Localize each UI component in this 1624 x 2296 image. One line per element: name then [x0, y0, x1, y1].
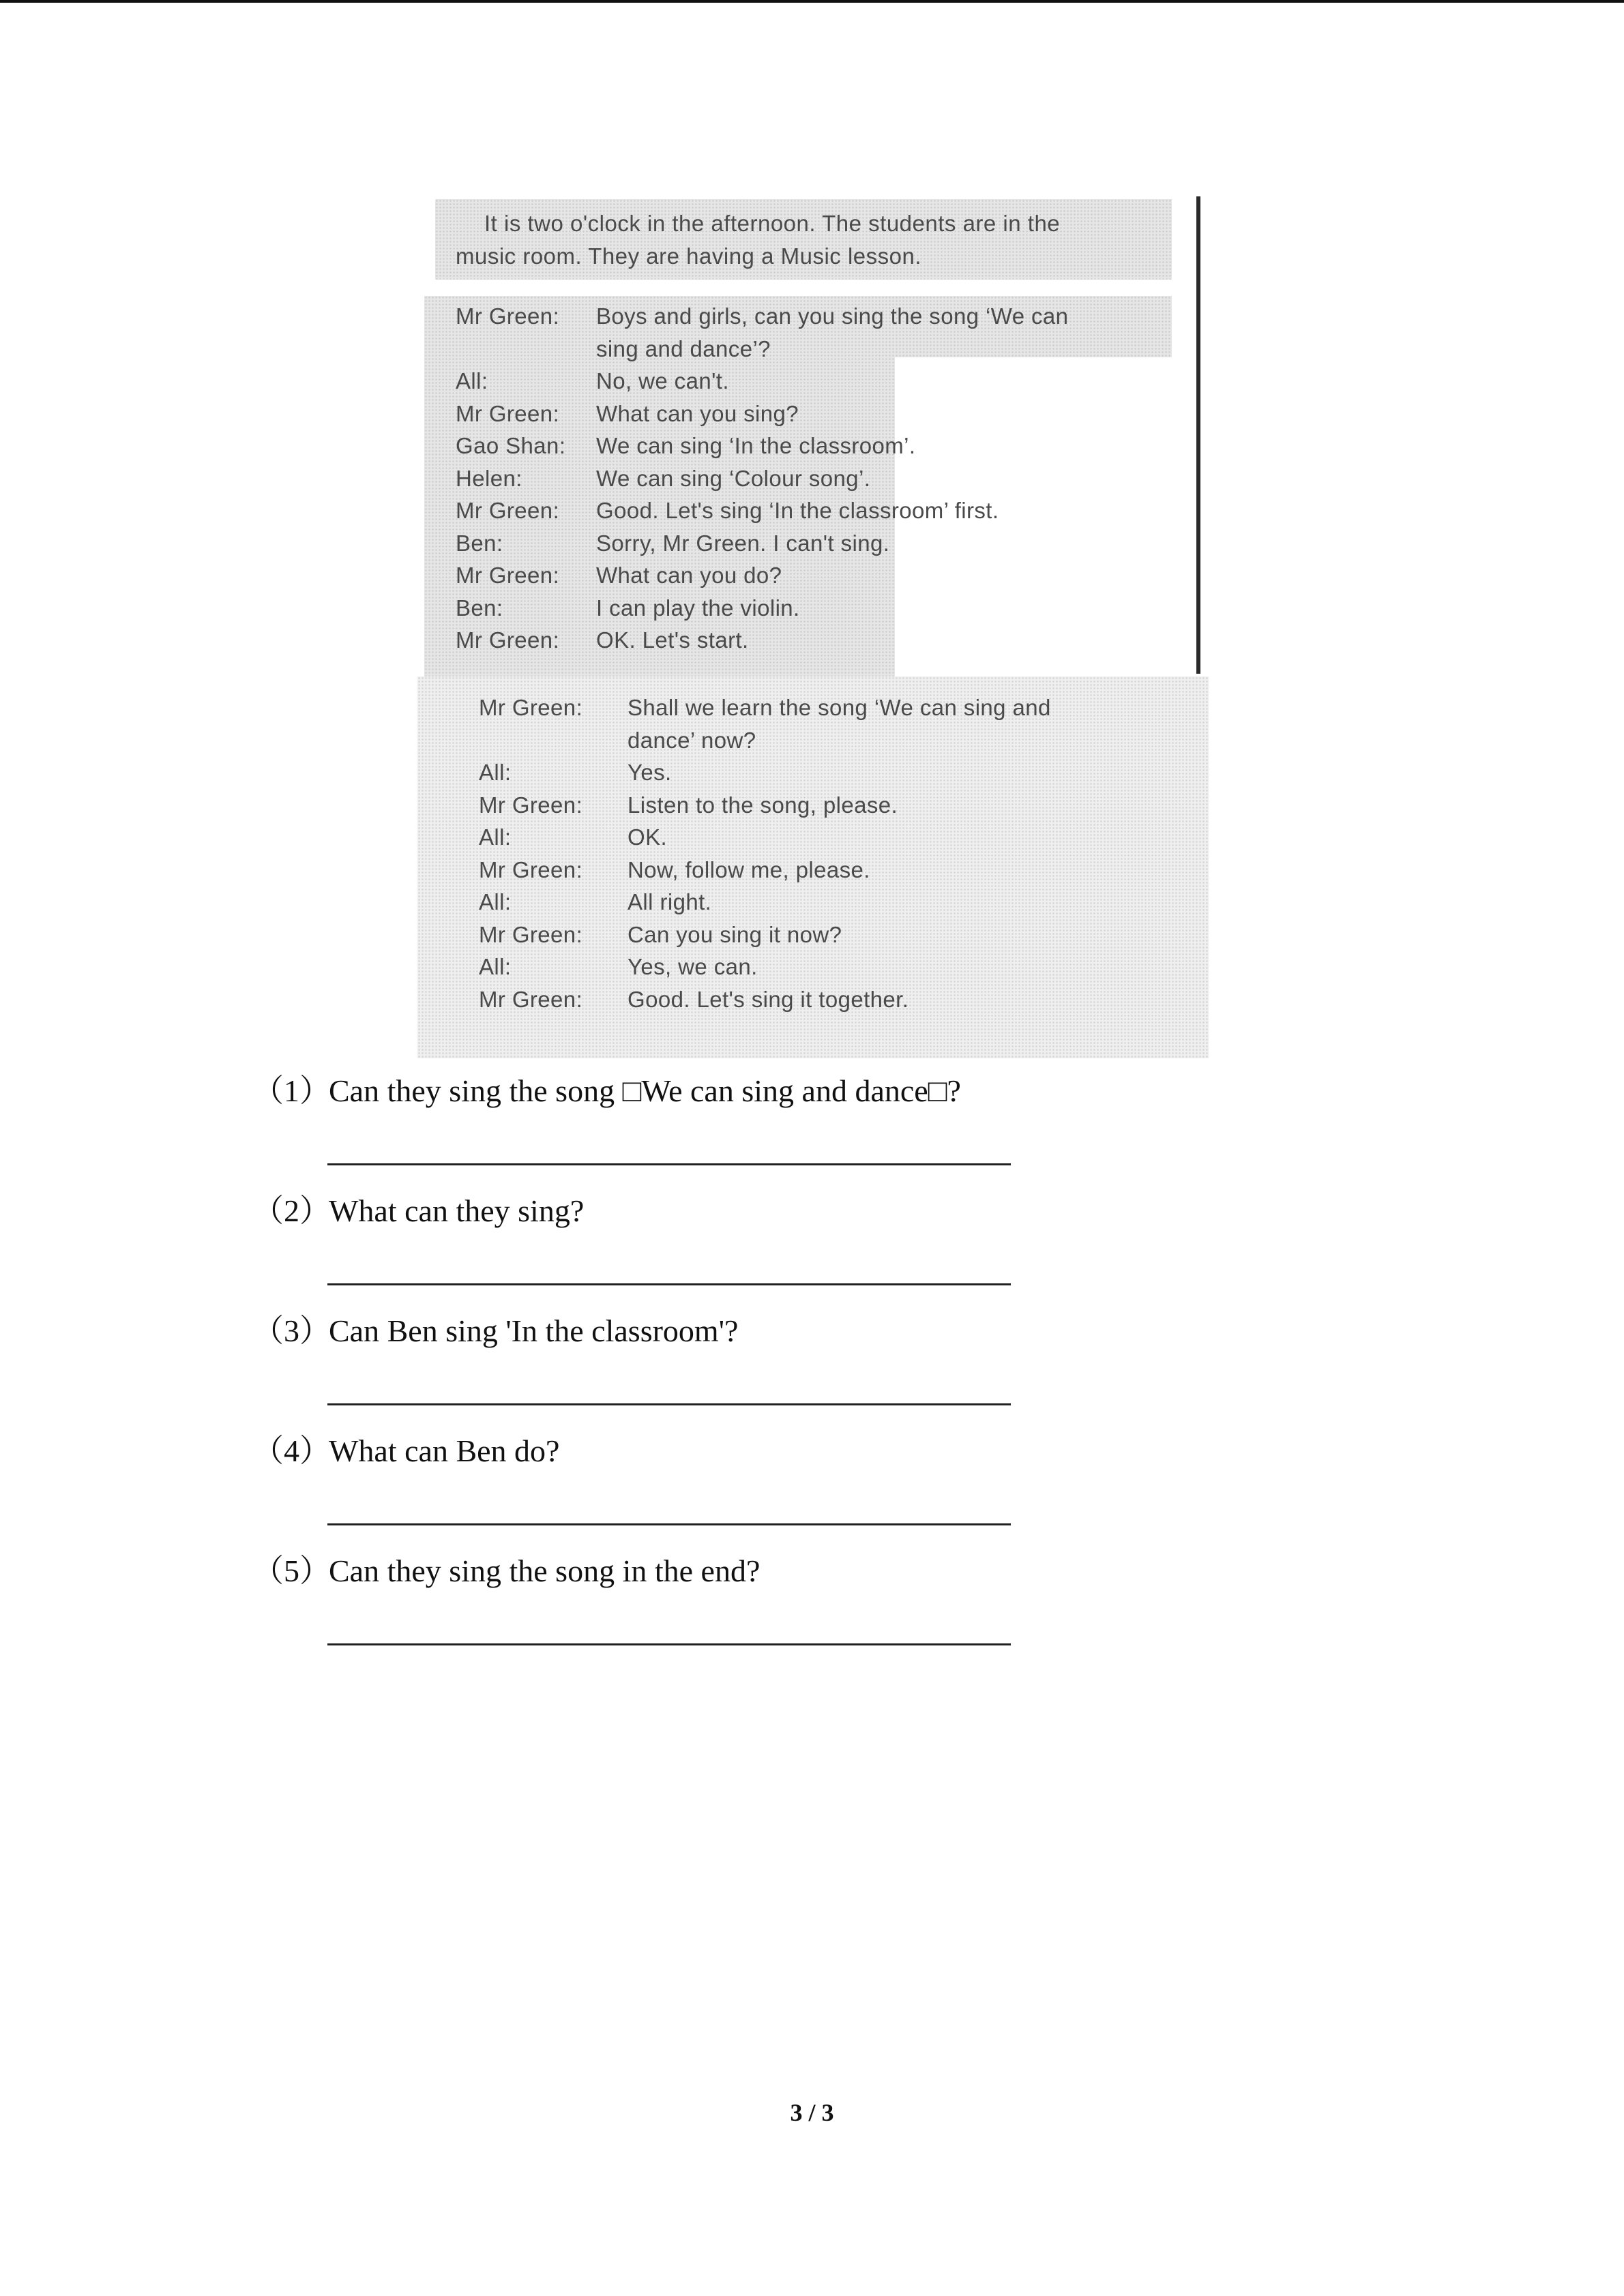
speaker-name: All: — [479, 824, 512, 850]
question-item — [252, 1431, 1344, 1551]
dialogue-part-2 — [479, 691, 1202, 1015]
speaker-name: Ben: — [456, 595, 503, 621]
dialogue-row — [479, 983, 1202, 1016]
speaker-name: Mr Green: — [479, 986, 583, 1012]
dialogue-row — [479, 724, 1202, 757]
speaker-line: What can you do? — [596, 563, 782, 588]
dialogue-row — [456, 494, 1179, 527]
speaker-line: No, we can't. — [596, 368, 729, 393]
question-number: （5） — [252, 1553, 331, 1588]
question-text — [252, 1191, 584, 1232]
speaker-name: Mr Green: — [456, 627, 560, 653]
question-prompt: Can they sing the song □We can sing and dance□? — [329, 1073, 961, 1108]
dialogue-row — [456, 592, 1179, 625]
dialogue-row — [456, 398, 1179, 430]
speaker-name: Mr Green: — [456, 498, 560, 523]
dialogue-row — [479, 789, 1202, 822]
question-prompt: What can Ben do? — [329, 1433, 560, 1468]
passage-scan — [417, 194, 1209, 1058]
dialogue-row — [479, 691, 1202, 724]
question-text — [252, 1431, 559, 1472]
dialogue-row — [456, 333, 1179, 366]
speaker-name: Mr Green: — [479, 695, 583, 720]
speaker-line: Boys and girls, can you sing the song ‘We can — [596, 303, 1069, 329]
speaker-line: dance’ now? — [628, 727, 756, 753]
question-number: （2） — [252, 1193, 331, 1228]
speaker-line: sing and dance’? — [596, 336, 771, 361]
speaker-line: We can sing ‘In the classroom’. — [596, 433, 916, 458]
question-item — [252, 1191, 1344, 1311]
question-number: （1） — [252, 1073, 331, 1108]
question-text — [252, 1311, 738, 1352]
question-item — [252, 1071, 1344, 1191]
speaker-line: Good. Let's sing it together. — [628, 986, 909, 1012]
speaker-line: Good. Let's sing ‘In the classroom’ first. — [596, 498, 999, 523]
question-prompt: Can they sing the song in the end? — [329, 1553, 761, 1588]
speaker-name: Mr Green: — [479, 921, 583, 947]
question-list — [252, 1071, 1344, 1671]
speaker-line: OK. — [628, 824, 668, 850]
speaker-name: All: — [479, 954, 512, 979]
speaker-name: All: — [456, 368, 488, 393]
speaker-name: Mr Green: — [456, 563, 560, 588]
question-text — [252, 1551, 760, 1592]
question-text — [252, 1071, 961, 1112]
question-prompt: What can they sing? — [329, 1193, 585, 1228]
dialogue-row — [479, 756, 1202, 789]
speaker-name — [456, 333, 596, 366]
speaker-name: Mr Green: — [479, 792, 583, 818]
speaker-line: Shall we learn the song ‘We can sing and — [628, 695, 1051, 720]
question-item — [252, 1551, 1344, 1671]
dialogue-row — [479, 821, 1202, 854]
intro-paragraph — [456, 207, 1158, 273]
speaker-line: What can you sing? — [596, 400, 799, 426]
speaker-line: All right. — [628, 889, 712, 914]
answer-blank-line[interactable] — [327, 1163, 1011, 1165]
dialogue-row — [456, 430, 1179, 462]
question-number: （3） — [252, 1313, 331, 1348]
speaker-line: Now, follow me, please. — [628, 856, 870, 882]
answer-blank-line[interactable] — [327, 1523, 1011, 1525]
question-item — [252, 1311, 1344, 1431]
dialogue-row — [479, 886, 1202, 919]
speaker-line: We can sing ‘Colour song’. — [596, 465, 871, 491]
speaker-name: Ben: — [456, 530, 503, 556]
speaker-name — [479, 724, 628, 757]
speaker-name: All: — [479, 760, 512, 785]
question-prompt: Can Ben sing 'In the classroom'? — [329, 1313, 739, 1348]
dialogue-row — [456, 300, 1179, 333]
speaker-line: Yes. — [628, 760, 672, 785]
speaker-name: All: — [479, 889, 512, 914]
dialogue-row — [456, 462, 1179, 495]
intro-line: It is two o'clock in the afternoon. The students are in the — [484, 211, 1061, 236]
answer-blank-line[interactable] — [327, 1283, 1011, 1285]
dialogue-row — [479, 854, 1202, 886]
dialogue-row — [479, 951, 1202, 983]
question-number: （4） — [252, 1433, 331, 1468]
speaker-name: Mr Green: — [456, 303, 560, 329]
page-number: 3 / 3 — [790, 2099, 834, 2126]
dialogue-row — [456, 624, 1179, 657]
scan-edge-bar — [1196, 196, 1200, 674]
intro-line: music room. They are having a Music lesson. — [456, 243, 921, 269]
dialogue-row — [456, 365, 1179, 398]
speaker-line: I can play the violin. — [596, 595, 800, 621]
speaker-name: Gao Shan: — [456, 433, 566, 458]
speaker-line: OK. Let's start. — [596, 627, 749, 653]
dialogue-part-1 — [456, 300, 1179, 657]
answer-blank-line[interactable] — [327, 1643, 1011, 1645]
speaker-line: Yes, we can. — [628, 954, 758, 979]
dialogue-row — [456, 527, 1179, 560]
dialogue-row — [456, 559, 1179, 592]
answer-blank-line[interactable] — [327, 1403, 1011, 1405]
dialogue-row — [479, 919, 1202, 951]
speaker-name: Mr Green: — [456, 400, 560, 426]
speaker-line: Sorry, Mr Green. I can't sing. — [596, 530, 890, 556]
speaker-line: Listen to the song, please. — [628, 792, 898, 818]
speaker-name: Mr Green: — [479, 856, 583, 882]
top-border — [0, 0, 1624, 3]
speaker-name: Helen: — [456, 465, 522, 491]
speaker-line: Can you sing it now? — [628, 921, 842, 947]
